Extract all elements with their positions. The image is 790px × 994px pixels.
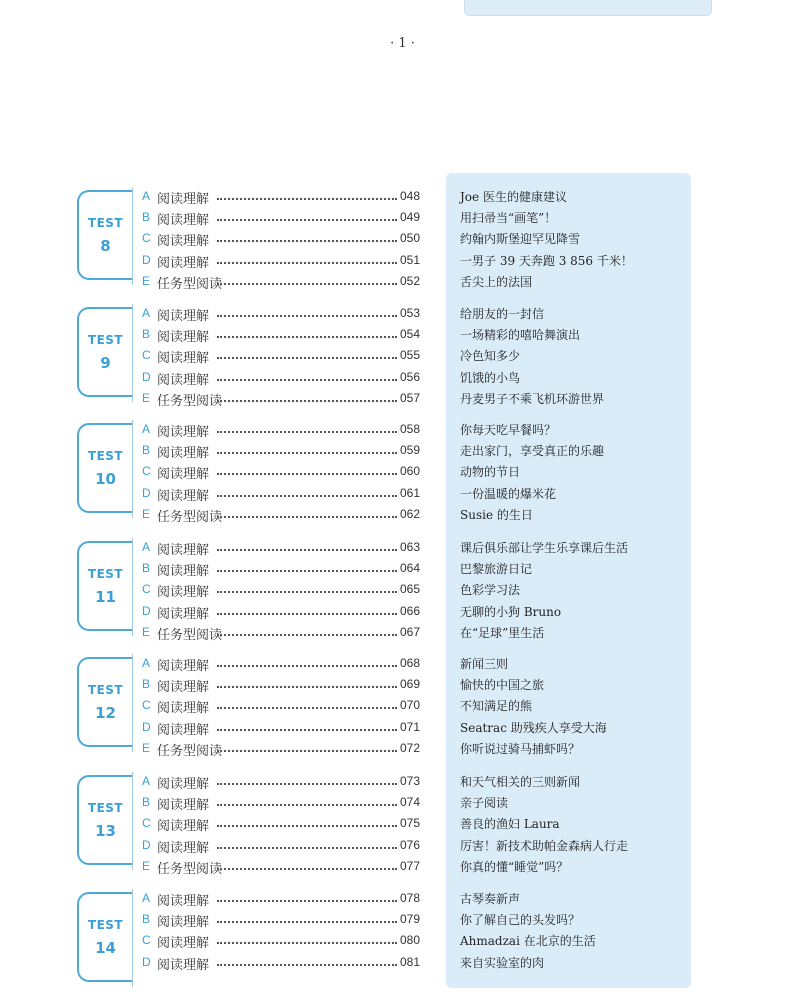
entry-title: 巴黎旅游日记 [460, 562, 533, 577]
test-section [0, 654, 790, 759]
entry-type: 任务型阅读 [157, 627, 223, 643]
entry-page-number: 057 [400, 390, 421, 405]
entry-letter: C [142, 231, 151, 246]
entry-page-number: 074 [400, 795, 421, 810]
toc-entry[interactable] [0, 814, 790, 835]
entry-title: 丹麦男子不乘飞机环游世界 [460, 391, 605, 406]
entry-letter: A [142, 774, 151, 788]
entry-page-number: 061 [400, 485, 421, 500]
toc-entry[interactable] [0, 857, 790, 878]
entry-letter: B [142, 327, 151, 342]
entry-type: 阅读理解 [157, 606, 210, 622]
entry-letter: D [142, 719, 151, 734]
entry-type: 阅读理解 [157, 234, 210, 250]
entry-title: 善良的渔妇 Laura [460, 817, 560, 832]
toc-entry[interactable] [0, 325, 790, 346]
entry-title: 在“足球”里生活 [460, 625, 545, 640]
test-badge-number: 11 [95, 587, 116, 606]
entry-type: 阅读理解 [157, 351, 210, 367]
toc-entry[interactable] [0, 910, 790, 931]
test-section [0, 304, 790, 409]
entry-page-number: 079 [400, 912, 421, 927]
entry-page-number: 065 [400, 582, 421, 597]
entry-type: 阅读理解 [157, 543, 210, 558]
leader-dots [217, 686, 397, 688]
top-tab-decoration [464, 0, 712, 16]
entry-type: 阅读理解 [157, 192, 210, 207]
leader-dots [217, 431, 397, 433]
toc-entry[interactable] [0, 931, 790, 952]
entry-letter: D [142, 954, 151, 969]
entry-letter: C [142, 464, 151, 479]
toc-entry[interactable] [0, 187, 790, 208]
entry-page-number: 077 [400, 858, 421, 873]
entry-letter: D [142, 252, 151, 267]
entry-letter: B [142, 912, 151, 927]
entry-type: 阅读理解 [157, 915, 210, 931]
test-badge-number: 9 [100, 353, 111, 372]
test-badge-label: TEST [87, 448, 124, 463]
entry-title: 不知满足的熊 [460, 699, 533, 714]
leader-dots [217, 707, 397, 709]
leader-dots [217, 516, 397, 518]
test-section [0, 538, 790, 643]
entry-type: 阅读理解 [157, 722, 210, 738]
entry-title: 给朋友的一封信 [460, 307, 545, 321]
entry-letter: D [142, 603, 151, 618]
toc-entry[interactable] [0, 484, 790, 505]
toc-entry[interactable] [0, 739, 790, 760]
entry-title: 约翰内斯堡迎罕见降雪 [460, 232, 581, 247]
entry-letter: B [142, 677, 151, 692]
entry-title: 色彩学习法 [460, 583, 521, 598]
leader-dots [217, 315, 397, 317]
leader-dots [217, 921, 397, 923]
toc-entry[interactable] [0, 953, 790, 974]
toc-entry[interactable] [0, 654, 790, 675]
toc-entry[interactable] [0, 304, 790, 325]
test-badge-number: 10 [95, 469, 116, 488]
entry-title: Susie 的生日 [460, 507, 533, 522]
entry-page-number: 071 [400, 719, 421, 734]
toc-entry[interactable] [0, 580, 790, 601]
entry-page-number: 068 [400, 656, 421, 670]
test-badge-label: TEST [87, 800, 124, 815]
entry-type: 阅读理解 [157, 957, 210, 973]
test-section [0, 420, 790, 525]
entry-page-number: 052 [400, 273, 421, 288]
entry-type: 阅读理解 [157, 936, 210, 952]
entry-letter: E [142, 273, 151, 288]
leader-dots [217, 868, 397, 870]
entry-type: 阅读理解 [157, 255, 210, 271]
test-section [0, 187, 790, 292]
entry-type: 任务型阅读 [157, 276, 223, 292]
entry-title: Joe 医生的健康建议 [460, 190, 567, 204]
test-section [0, 772, 790, 877]
toc-entry[interactable] [0, 505, 790, 526]
leader-dots [217, 665, 397, 667]
entry-page-number: 081 [400, 954, 421, 969]
entry-letter: C [142, 582, 151, 597]
entry-letter: A [142, 189, 151, 203]
leader-dots [217, 336, 397, 338]
entry-type: 阅读理解 [157, 777, 210, 792]
entry-page-number: 076 [400, 837, 421, 852]
entry-title: 饥饿的小鸟 [460, 370, 521, 385]
entry-page-number: 050 [400, 231, 421, 246]
leader-dots [217, 783, 397, 785]
entry-page-number: 054 [400, 327, 421, 342]
entry-type: 阅读理解 [157, 798, 210, 814]
entry-page-number: 066 [400, 603, 421, 618]
toc-entry[interactable] [0, 623, 790, 644]
toc-entry[interactable] [0, 675, 790, 696]
toc-entry[interactable] [0, 420, 790, 441]
entry-title: 你真的懂“睡觉”吗？ [460, 859, 569, 874]
test-badge-number: 8 [100, 236, 111, 255]
entry-title: 一份温暖的爆米花 [460, 486, 557, 501]
entry-letter: A [142, 656, 151, 670]
entry-type: 阅读理解 [157, 894, 210, 909]
entry-letter: B [142, 210, 151, 225]
entry-type: 阅读理解 [157, 213, 210, 229]
leader-dots [217, 570, 397, 572]
test-badge-label: TEST [87, 215, 124, 230]
test-badge-label: TEST [87, 917, 124, 932]
toc-entry[interactable] [0, 793, 790, 814]
toc-entry[interactable] [0, 718, 790, 739]
leader-dots [217, 262, 397, 264]
entry-page-number: 063 [400, 540, 421, 554]
entry-type: 阅读理解 [157, 564, 210, 580]
test-badge-label: TEST [87, 566, 124, 581]
leader-dots [217, 900, 397, 902]
entry-title: 来自实验室的肉 [460, 955, 545, 970]
leader-dots [217, 379, 397, 381]
entry-page-number: 060 [400, 464, 421, 479]
entry-type: 阅读理解 [157, 372, 210, 388]
entry-title: 冷色知多少 [460, 349, 521, 364]
entry-title: 一男子 39 天奔跑 3 856 千米！ [460, 253, 633, 268]
entry-page-number: 075 [400, 816, 421, 831]
entry-page-number: 080 [400, 933, 421, 948]
entry-page-number: 048 [400, 189, 421, 203]
toc-entry[interactable] [0, 441, 790, 462]
toc-entry[interactable] [0, 462, 790, 483]
entry-letter: C [142, 698, 151, 713]
entry-type: 阅读理解 [157, 680, 210, 696]
toc-entry[interactable] [0, 389, 790, 410]
entry-title: 用扫帚当“画笔”！ [460, 211, 557, 226]
page-number: · 1 · [390, 36, 415, 51]
entry-type: 任务型阅读 [157, 509, 223, 525]
entry-letter: C [142, 933, 151, 948]
entry-type: 阅读理解 [157, 309, 210, 324]
test-badge-number: 14 [95, 938, 116, 957]
leader-dots [217, 198, 397, 200]
test-badge-label: TEST [87, 332, 124, 347]
entry-letter: E [142, 740, 151, 755]
entry-page-number: 067 [400, 624, 421, 639]
entry-type: 阅读理解 [157, 659, 210, 674]
entry-page-number: 049 [400, 210, 421, 225]
leader-dots [217, 613, 397, 615]
toc-entry[interactable] [0, 368, 790, 389]
test-badge-label: TEST [87, 682, 124, 697]
entry-page-number: 064 [400, 561, 421, 576]
entry-type: 阅读理解 [157, 467, 210, 483]
entry-page-number: 051 [400, 252, 421, 267]
leader-dots [217, 804, 397, 806]
entry-type: 阅读理解 [157, 330, 210, 346]
leader-dots [217, 825, 397, 827]
entry-letter: B [142, 443, 151, 458]
entry-title: 你每天吃早餐吗？ [460, 423, 557, 437]
entry-title: 动物的节日 [460, 465, 521, 480]
entry-type: 阅读理解 [157, 701, 210, 717]
toc-entry[interactable] [0, 889, 790, 910]
leader-dots [217, 400, 397, 402]
entry-page-number: 059 [400, 443, 421, 458]
toc-entry[interactable] [0, 272, 790, 293]
toc-entry[interactable] [0, 772, 790, 793]
test-badge-number: 13 [95, 821, 116, 840]
entry-letter: D [142, 837, 151, 852]
test-badge-number: 12 [95, 703, 116, 722]
leader-dots [217, 495, 397, 497]
entry-page-number: 069 [400, 677, 421, 692]
entry-type: 阅读理解 [157, 819, 210, 835]
entry-title: 无聊的小狗 Bruno [460, 604, 562, 619]
toc-entry[interactable] [0, 251, 790, 272]
entry-letter: E [142, 390, 151, 405]
test-section [0, 889, 790, 994]
entry-page-number: 072 [400, 740, 421, 755]
entry-letter: E [142, 624, 151, 639]
entry-title: Seatrac 助残疾人享受大海 [460, 720, 607, 735]
entry-type: 阅读理解 [157, 585, 210, 601]
entry-type: 任务型阅读 [157, 861, 223, 877]
entry-page-number: 070 [400, 698, 421, 713]
leader-dots [217, 473, 397, 475]
entry-title: 厉害！新技术助帕金森病人行走 [460, 838, 629, 853]
leader-dots [217, 729, 397, 731]
entry-letter: D [142, 369, 151, 384]
entry-type: 阅读理解 [157, 840, 210, 856]
entry-type: 任务型阅读 [157, 743, 223, 759]
leader-dots [217, 549, 397, 551]
entry-page-number: 055 [400, 348, 421, 363]
leader-dots [217, 964, 397, 966]
entry-type: 任务型阅读 [157, 393, 223, 409]
entry-title: Ahmadzai 在北京的生活 [460, 934, 596, 949]
toc-entry[interactable] [0, 538, 790, 559]
entry-letter: B [142, 795, 151, 810]
entry-letter: A [142, 306, 151, 320]
leader-dots [217, 219, 397, 221]
leader-dots [217, 634, 397, 636]
entry-title: 和天气相关的三则新闻 [460, 775, 581, 789]
entry-letter: E [142, 858, 151, 873]
entry-title: 走出家门，享受真正的乐趣 [460, 444, 605, 459]
entry-title: 课后俱乐部让学生乐享课后生活 [460, 541, 629, 555]
entry-title: 舌尖上的法国 [460, 274, 533, 289]
leader-dots [217, 942, 397, 944]
toc-entry[interactable] [0, 559, 790, 580]
toc-entry[interactable] [0, 836, 790, 857]
entry-type: 阅读理解 [157, 446, 210, 462]
entry-page-number: 073 [400, 774, 421, 788]
entry-type: 阅读理解 [157, 425, 210, 440]
entry-letter: C [142, 816, 151, 831]
entry-letter: A [142, 891, 151, 905]
toc-entry[interactable] [0, 208, 790, 229]
entry-letter: C [142, 348, 151, 363]
entry-page-number: 053 [400, 306, 421, 320]
entry-letter: A [142, 422, 151, 436]
leader-dots [217, 847, 397, 849]
entry-title: 古琴奏新声 [460, 892, 521, 906]
leader-dots [217, 452, 397, 454]
entry-title: 你了解自己的头发吗？ [460, 913, 581, 928]
entry-letter: E [142, 506, 151, 521]
toc-entry[interactable] [0, 696, 790, 717]
entry-letter: B [142, 561, 151, 576]
entry-title: 愉快的中国之旅 [460, 678, 545, 693]
entry-page-number: 056 [400, 369, 421, 384]
toc-entry[interactable] [0, 346, 790, 367]
entry-type: 阅读理解 [157, 488, 210, 504]
entry-title: 一场精彩的嘻哈舞演出 [460, 328, 581, 343]
entry-page-number: 078 [400, 891, 421, 905]
leader-dots [217, 240, 397, 242]
entry-page-number: 058 [400, 422, 421, 436]
entry-title: 亲子阅读 [460, 796, 509, 811]
entry-letter: A [142, 540, 151, 554]
leader-dots [217, 750, 397, 752]
entry-page-number: 062 [400, 506, 421, 521]
entry-letter: D [142, 485, 151, 500]
toc-entry[interactable] [0, 602, 790, 623]
entry-title: 新闻三则 [460, 657, 509, 671]
toc-entry[interactable] [0, 229, 790, 250]
leader-dots [217, 591, 397, 593]
entry-title: 你听说过骑马捕虾吗？ [460, 741, 581, 756]
leader-dots [217, 357, 397, 359]
leader-dots [217, 283, 397, 285]
